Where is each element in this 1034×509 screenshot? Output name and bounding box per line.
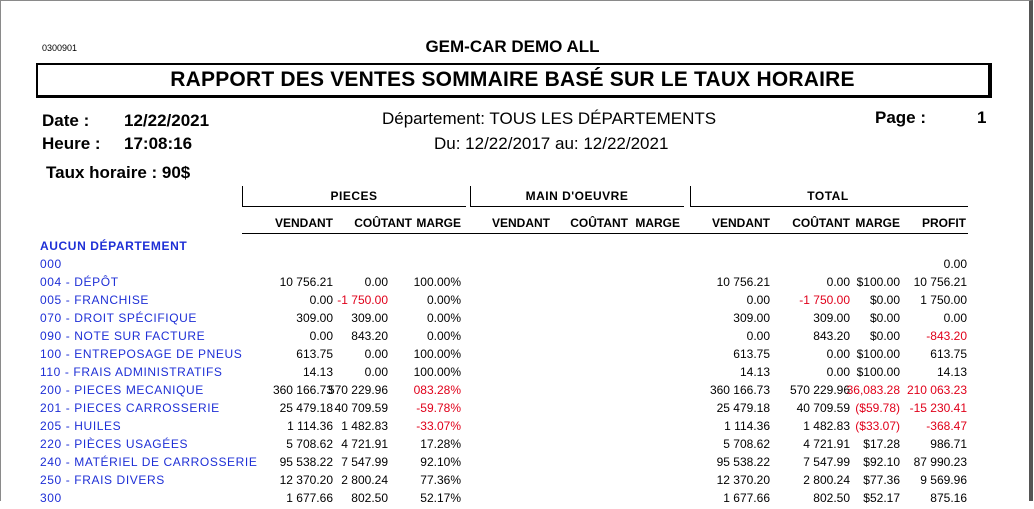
cell-t-coutant: 0.00 — [826, 365, 850, 379]
cell-p-marge: 52.17% — [420, 491, 461, 505]
cell-p-coutant: 2 800.24 — [341, 473, 388, 487]
total-divider — [690, 186, 691, 207]
cell-t-vendant: 1 114.36 — [724, 419, 770, 433]
col-pieces-coutant: COÛTANT — [354, 216, 412, 230]
cell-p-vendant: 5 708.62 — [286, 437, 333, 451]
cell-p-marge: -33.07% — [416, 419, 461, 433]
table-row — [0, 491, 1034, 509]
cell-t-coutant: 1 482.83 — [803, 419, 850, 433]
col-total-marge: MARGE — [855, 216, 900, 230]
cell-t-coutant: 843.20 — [813, 329, 850, 343]
cell-t-coutant: 309.00 — [813, 311, 850, 325]
row-label: 005 - FRANCHISE — [40, 293, 150, 307]
cell-p-coutant: 40 709.59 — [334, 401, 388, 415]
cell-t-coutant: 0.00 — [826, 347, 850, 361]
group-pieces: PIECES — [330, 189, 378, 203]
cell-t-profit: -843.20 — [926, 329, 967, 343]
cell-t-marge: $92.10 — [863, 455, 900, 469]
cell-p-coutant: 309.00 — [351, 311, 388, 325]
cell-p-marge: 17.28% — [420, 437, 461, 451]
table-row — [0, 419, 1034, 437]
row-label: 250 - FRAIS DIVERS — [40, 473, 165, 487]
table-row — [0, 365, 1034, 383]
cell-p-coutant: 0.00 — [364, 347, 388, 361]
cell-t-coutant: 2 800.24 — [803, 473, 850, 487]
cell-p-marge: -59.78% — [416, 401, 461, 415]
cell-p-vendant: 12 370.20 — [279, 473, 333, 487]
col-total-profit: PROFIT — [922, 216, 966, 230]
table-row — [0, 401, 1034, 419]
cell-t-vendant: 0.00 — [746, 329, 770, 343]
cell-t-coutant: 0.00 — [826, 275, 850, 289]
cell-p-vendant: 613.75 — [296, 347, 333, 361]
cell-t-marge: 36,083.28 — [846, 383, 900, 397]
cell-p-vendant: 95 538.22 — [279, 455, 333, 469]
cell-p-vendant: 25 479.18 — [279, 401, 333, 415]
page-label: Page : — [875, 108, 927, 127]
cell-p-vendant: 0.00 — [309, 329, 333, 343]
cell-t-marge: $77.36 — [863, 473, 900, 487]
table-row — [0, 347, 1034, 365]
cell-t-coutant: 802.50 — [813, 491, 850, 505]
cell-t-vendant: 95 538.22 — [716, 455, 770, 469]
cell-p-coutant: 7 547.99 — [341, 455, 388, 469]
row-label: 220 - PIÈCES USAGÉES — [40, 437, 189, 451]
cell-p-coutant: 802.50 — [351, 491, 388, 505]
cell-p-vendant: 10 756.21 — [279, 275, 333, 289]
cell-p-marge: 0.00% — [426, 329, 461, 343]
col-mo-marge: MARGE — [635, 216, 680, 230]
cell-p-vendant: 360 166.73 — [272, 383, 333, 397]
col-total-coutant: COÛTANT — [792, 216, 850, 230]
cell-t-marge: $0.00 — [869, 329, 900, 343]
cell-t-vendant: 613.75 — [733, 347, 770, 361]
row-label: 070 - DROIT SPÉCIFIQUE — [40, 311, 198, 325]
cell-p-marge: 0.00% — [426, 293, 461, 307]
cell-p-vendant: 14.13 — [302, 365, 333, 379]
table-row — [0, 275, 1034, 293]
cell-p-coutant: 1 482.83 — [341, 419, 388, 433]
cell-t-vendant: 309.00 — [733, 311, 770, 325]
main-oeuvre-rule — [470, 206, 684, 207]
cell-t-profit: -368.47 — [926, 419, 967, 433]
cell-t-vendant: 12 370.20 — [716, 473, 770, 487]
cell-t-marge: $100.00 — [856, 275, 900, 289]
row-label: 004 - DÉPÔT — [40, 275, 119, 289]
cell-t-profit: 613.75 — [930, 347, 967, 361]
cell-p-coutant: 0.00 — [364, 275, 388, 289]
cell-t-marge: $52.17 — [863, 491, 900, 505]
cell-t-marge: ($59.78) — [855, 401, 900, 415]
col-pieces-vendant: VENDANT — [274, 216, 333, 230]
group-total: TOTAL — [807, 189, 849, 203]
total-rule — [690, 206, 968, 207]
table-row — [0, 437, 1034, 455]
cell-t-coutant: -1 750.00 — [799, 293, 850, 307]
time-label: Heure : — [42, 134, 101, 153]
cell-p-marge: 100.00% — [413, 365, 461, 379]
cell-p-vendant: 0.00 — [309, 293, 333, 307]
date-label: Date : — [42, 111, 90, 130]
section-title: AUCUN DÉPARTEMENT — [40, 239, 188, 253]
cell-p-vendant: 1 114.36 — [287, 419, 333, 433]
row-label: 110 - FRAIS ADMINISTRATIFS — [40, 365, 223, 379]
cell-p-coutant: 843.20 — [351, 329, 388, 343]
cell-p-vendant: 1 677.66 — [286, 491, 333, 505]
cell-t-marge: $17.28 — [863, 437, 900, 451]
cell-p-coutant: 0.00 — [364, 365, 388, 379]
cell-p-marge: 100.00% — [413, 347, 461, 361]
cell-t-profit: 0.00 — [943, 257, 967, 271]
cell-t-coutant: 40 709.59 — [796, 401, 850, 415]
row-label: 100 - ENTREPOSAGE DE PNEUS — [40, 347, 243, 361]
cell-t-profit: 87 990.23 — [913, 455, 967, 469]
col-mo-coutant: COÛTANT — [570, 216, 628, 230]
cell-p-coutant: -1 750.00 — [337, 293, 388, 307]
page-number: 1 — [977, 108, 987, 127]
cell-t-vendant: 10 756.21 — [716, 275, 770, 289]
cell-p-coutant: 570 229.96 — [327, 383, 388, 397]
cell-t-marge: $0.00 — [869, 293, 900, 307]
table-row — [0, 257, 1034, 275]
table-row — [0, 311, 1034, 329]
cell-p-marge: 0.00% — [426, 311, 461, 325]
cell-t-profit: 875.16 — [930, 491, 967, 505]
cell-t-coutant: 570 229.96 — [789, 383, 850, 397]
col-total-vendant: VENDANT — [711, 216, 770, 230]
date-value: 12/22/2021 — [124, 111, 210, 130]
cell-t-marge: $100.00 — [856, 347, 900, 361]
cell-t-vendant: 5 708.62 — [723, 437, 770, 451]
table-row — [0, 383, 1034, 401]
table-row — [0, 293, 1034, 311]
header-bottom-rule — [242, 233, 968, 234]
cell-p-coutant: 4 721.91 — [341, 437, 388, 451]
table-row — [0, 473, 1034, 491]
cell-t-vendant: 14.13 — [739, 365, 770, 379]
row-label: 090 - NOTE SUR FACTURE — [40, 329, 206, 343]
cell-t-marge: $100.00 — [856, 365, 900, 379]
report-title: RAPPORT DES VENTES SOMMAIRE BASÉ SUR LE TAUX HORAIRE — [170, 68, 855, 91]
row-label: 201 - PIECES CARROSSERIE — [40, 401, 220, 415]
cell-t-profit: -15 230.41 — [909, 401, 967, 415]
cell-t-marge: ($33.07) — [855, 419, 900, 433]
cell-t-profit: 0.00 — [943, 311, 967, 325]
group-main-oeuvre: MAIN D'OEUVRE — [525, 189, 629, 203]
row-label: 240 - MATÉRIEL DE CARROSSERIE — [40, 455, 258, 469]
pieces-divider — [242, 186, 243, 207]
table-row — [0, 329, 1034, 347]
cell-p-marge: 77.36% — [420, 473, 461, 487]
cell-p-marge: 083.28% — [413, 383, 461, 397]
cell-t-marge: $0.00 — [869, 311, 900, 325]
pieces-rule — [242, 206, 466, 207]
row-label: 300 — [40, 491, 62, 505]
main-oeuvre-divider — [470, 186, 471, 207]
document-code: 0300901 — [42, 43, 78, 53]
row-label: 200 - PIECES MECANIQUE — [40, 383, 204, 397]
cell-t-coutant: 7 547.99 — [803, 455, 850, 469]
col-pieces-marge: MARGE — [416, 216, 461, 230]
time-value: 17:08:16 — [124, 134, 193, 153]
cell-p-vendant: 309.00 — [296, 311, 333, 325]
row-label: 205 - HUILES — [40, 419, 122, 433]
cell-p-marge: 92.10% — [420, 455, 461, 469]
hourly-rate: Taux horaire : 90$ — [46, 163, 191, 182]
cell-t-profit: 14.13 — [936, 365, 967, 379]
department-filter: Département: TOUS LES DÉPARTEMENTS — [382, 109, 717, 128]
table-row — [0, 455, 1034, 473]
cell-t-profit: 210 063.23 — [906, 383, 967, 397]
cell-t-profit: 10 756.21 — [913, 275, 967, 289]
cell-t-vendant: 1 677.66 — [723, 491, 770, 505]
cell-t-vendant: 25 479.18 — [716, 401, 770, 415]
company-name: GEM-CAR DEMO ALL — [425, 37, 600, 56]
cell-p-marge: 100.00% — [413, 275, 461, 289]
date-range: Du: 12/22/2017 au: 12/22/2021 — [434, 134, 669, 153]
row-label: 000 — [40, 257, 62, 271]
cell-t-vendant: 0.00 — [746, 293, 770, 307]
cell-t-coutant: 4 721.91 — [803, 437, 850, 451]
cell-t-profit: 1 750.00 — [920, 293, 967, 307]
cell-t-profit: 9 569.96 — [920, 473, 967, 487]
cell-t-profit: 986.71 — [930, 437, 967, 451]
cell-t-vendant: 360 166.73 — [709, 383, 770, 397]
col-mo-vendant: VENDANT — [491, 216, 550, 230]
